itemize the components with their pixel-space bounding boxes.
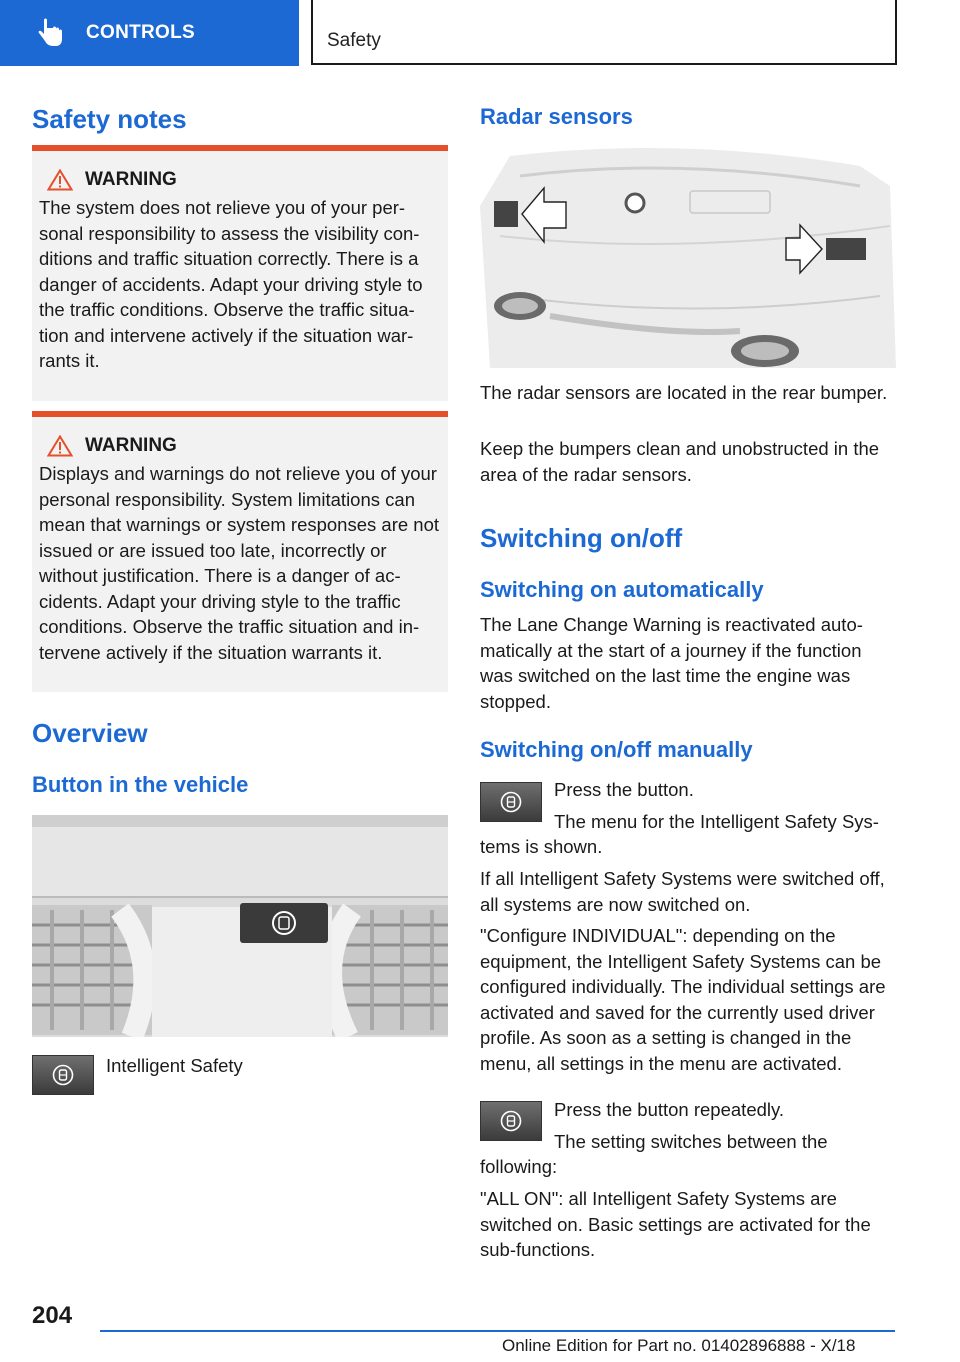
intelligent-safety-button-icon: [480, 782, 542, 822]
menu-shown-text-b: tems is shown.: [480, 836, 603, 857]
footer-divider: [100, 1330, 895, 1332]
all-on-text: "ALL ON": all Intelligent Safety Systems are switched on. Basic settings are activated for the sub-functions.: [480, 1188, 871, 1260]
configure-individual-text: "Configure INDIVIDUAL": depending on the equipment, the Intelligent Safety Systems can be configured individually. The individual settings are activated and saved for the currently used driver profile. As soon as a setting is changed in the menu, all settings in the menu are activated.: [480, 925, 886, 1074]
switching-heading: Switching on/off: [480, 523, 683, 553]
warning-text: The system does not relieve you of your per-sonal responsibility to assess the visibility con-ditions and traffic situation correctly. There is a danger of accidents. Adapt your driving style to the traffic conditions. Observe the traffic situa-tion and intervene actively if the situation war-rants it.: [39, 197, 423, 371]
intelligent-safety-button-icon: [480, 1101, 542, 1141]
press-repeatedly-text: Press the button repeatedly.: [554, 1099, 785, 1120]
setting-switches-text-b: following:: [480, 1156, 558, 1177]
warning-box-2: [32, 411, 448, 692]
radar-clean-text: Keep the bumpers clean and unobstructed in the area of the radar sensors.: [480, 438, 880, 485]
chapter-title: CONTROLS: [86, 22, 196, 43]
warning-box-1: [32, 145, 448, 401]
switching-auto-text: The Lane Change Warning is reactivated auto-matically at the start of a journey if the function was switched on the last time the engine was stopped.: [480, 614, 863, 712]
setting-switches-text-a: The setting switches between the: [554, 1131, 828, 1152]
warning-text: Displays and warnings do not relieve you of your personal responsibility. System limitations can mean that warnings or system responses are not issued or are issued too late, incorrectly or without justification. There is a danger of ac-cidents. Adapt your driving style to the traffic conditions. Observe the traffic situation and in-tervene actively if the situation warrants it.: [39, 463, 439, 663]
warning-title: WARNING: [85, 435, 177, 456]
radar-sensors-heading: Radar sensors: [480, 104, 633, 129]
pointing-hand-icon: [38, 18, 64, 48]
press-button-text: Press the button.: [554, 779, 694, 800]
button-in-vehicle-heading: Button in the vehicle: [32, 772, 249, 797]
switching-auto-heading: Switching on automatically: [480, 577, 764, 602]
overview-heading: Overview: [32, 718, 148, 748]
chapter-tab[interactable]: [0, 0, 299, 66]
dashboard-button-image: [32, 815, 448, 1037]
rear-bumper-radar-image: [480, 146, 896, 368]
warning-title: WARNING: [85, 169, 177, 190]
intelligent-safety-button-icon: [32, 1055, 94, 1095]
safety-notes-heading: Safety notes: [32, 104, 187, 134]
page-number: 204: [32, 1302, 73, 1329]
radar-location-text: The radar sensors are located in the rear bumper.: [480, 382, 888, 403]
section-title: Safety: [327, 30, 381, 51]
section-header: [311, 0, 897, 65]
warning-triangle-icon: [47, 435, 73, 457]
all-off-text: If all Intelligent Safety Systems were switched off, all systems are now switched on.: [480, 868, 885, 915]
menu-shown-text-a: The menu for the Intelligent Safety Sys-: [554, 811, 879, 832]
button-caption: Intelligent Safety: [106, 1055, 243, 1076]
switching-manual-heading: Switching on/off manually: [480, 737, 753, 762]
warning-triangle-icon: [47, 169, 73, 191]
footer-edition-text: Online Edition for Part no. 01402896888 - X/18: [502, 1336, 856, 1355]
